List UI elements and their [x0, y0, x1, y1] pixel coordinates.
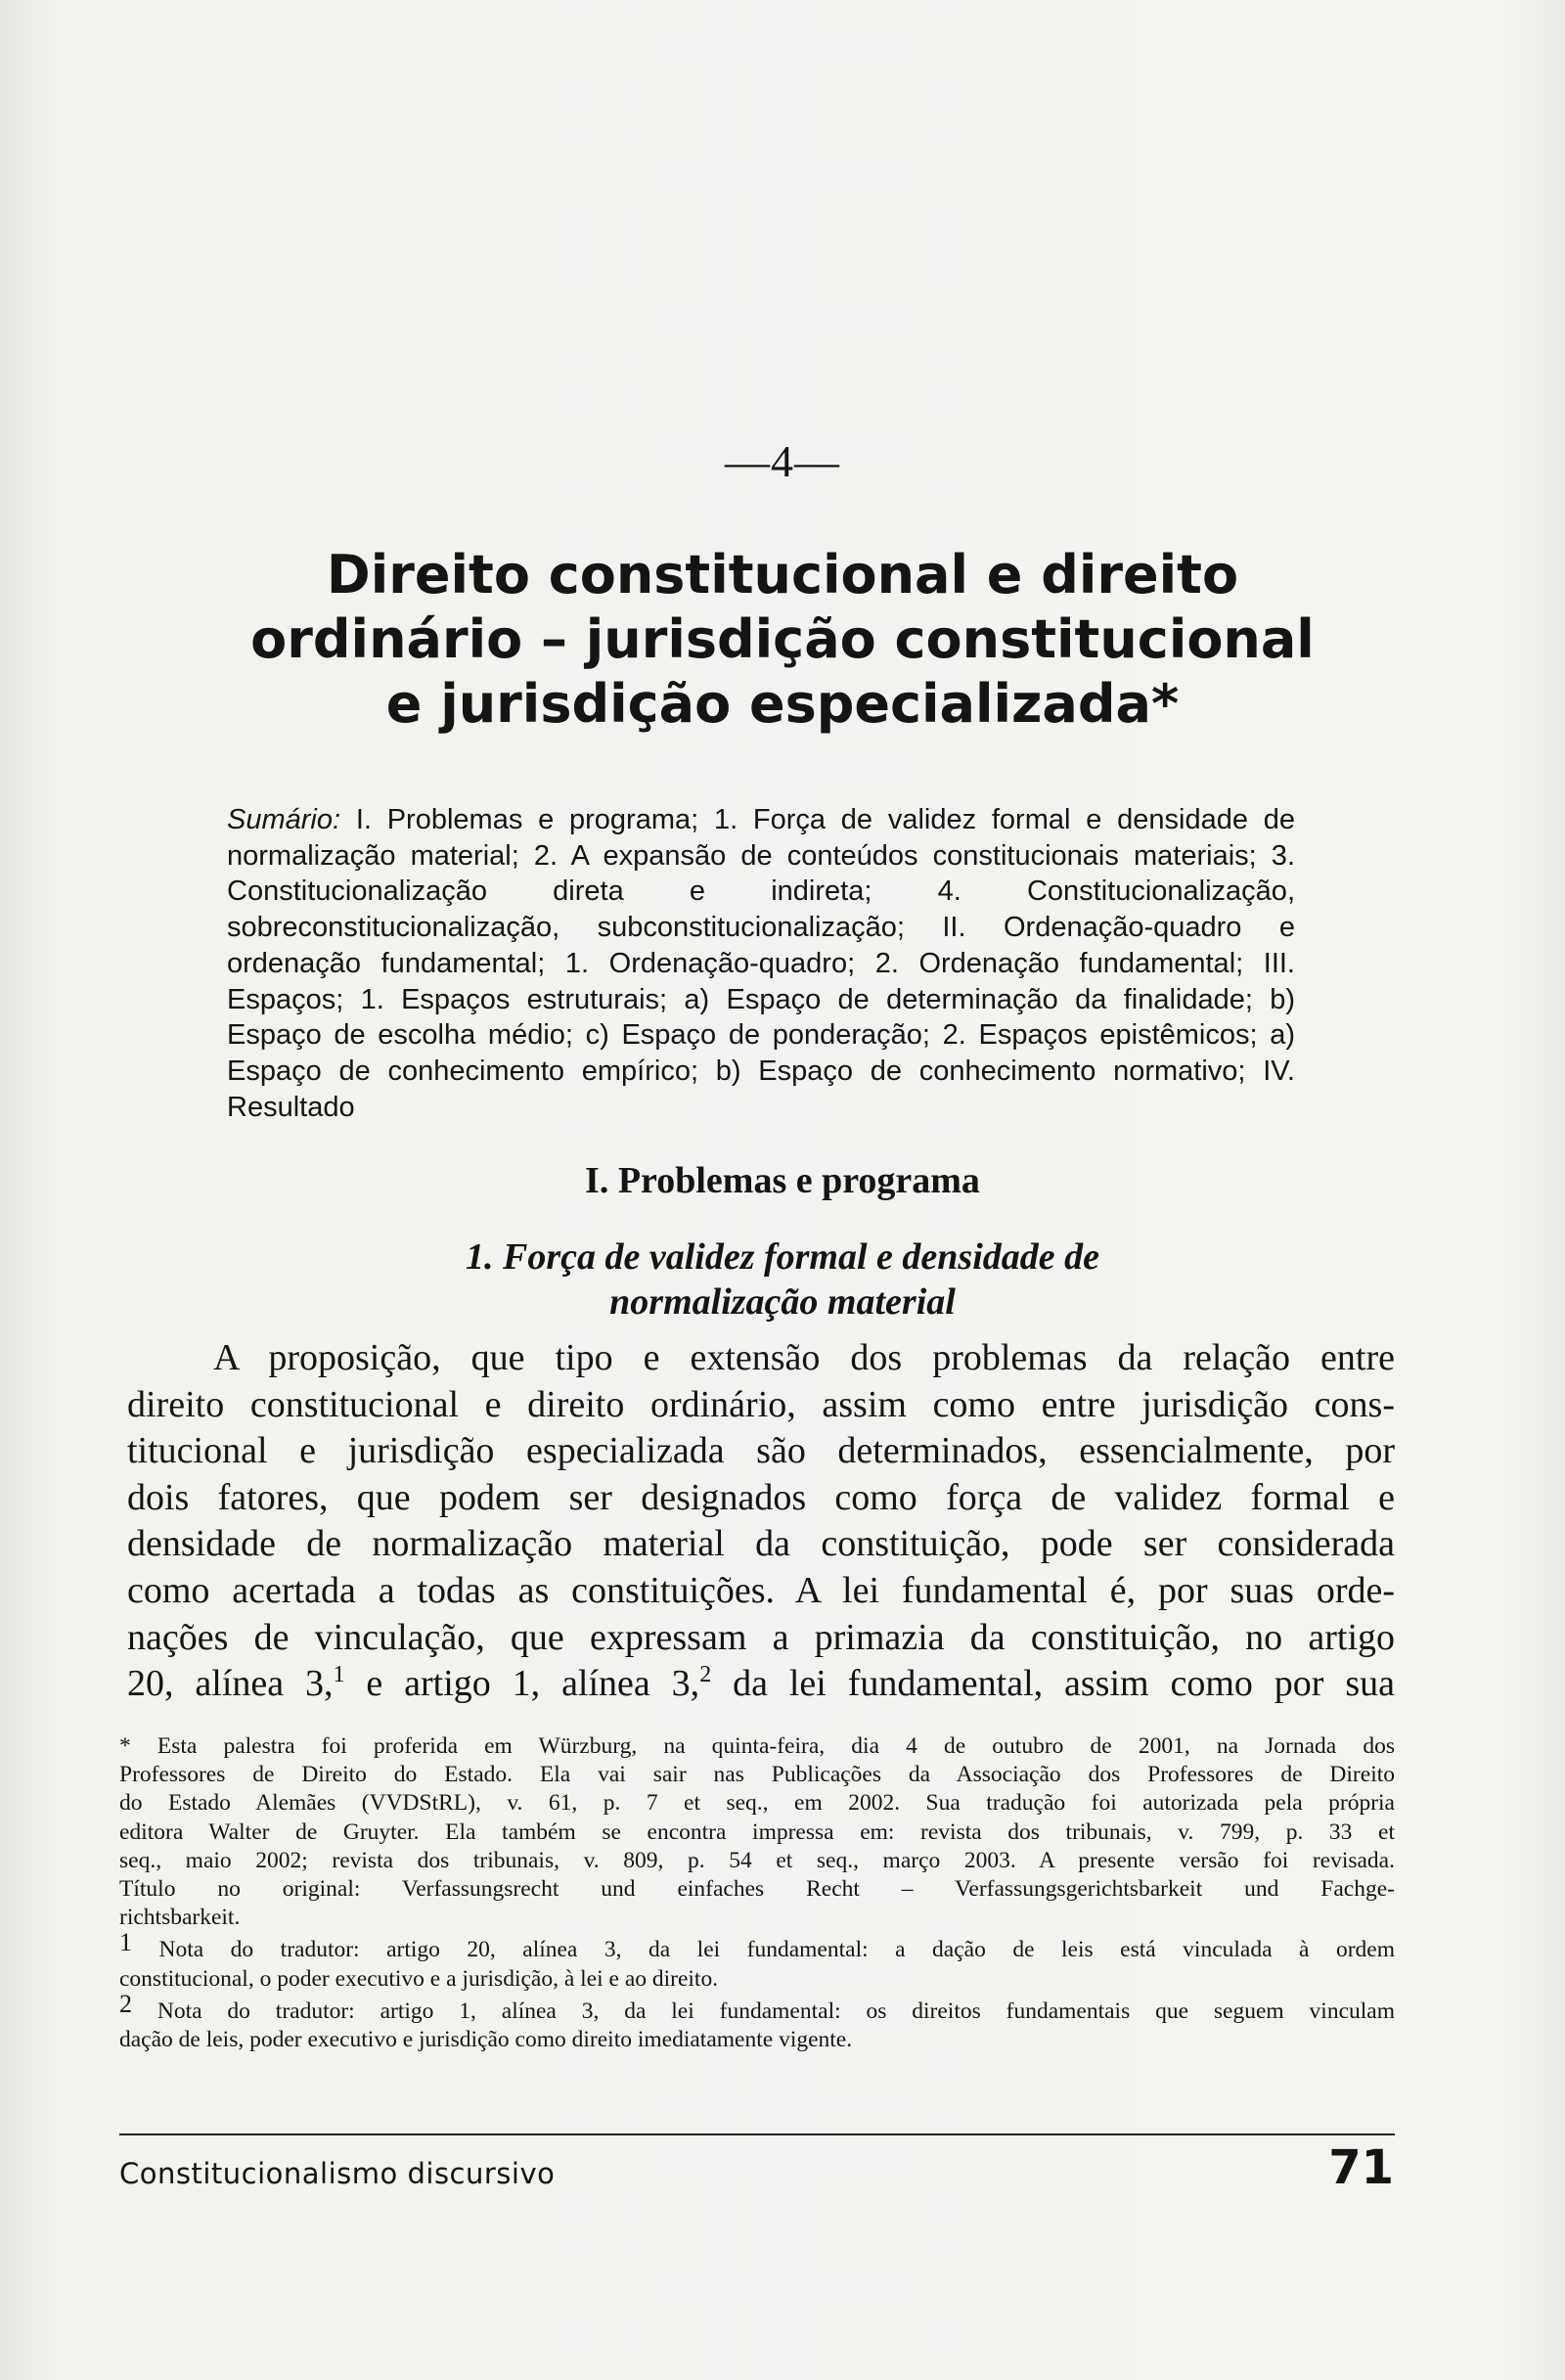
body-line: dois fatores, que podem ser designados como força de validez formal e	[127, 1476, 1395, 1518]
footnote-mark: *	[119, 1733, 131, 1759]
footnote-text: Nota do tradutor: artigo 1, alínea 3, da lei fundamental: os direitos fundamentais que seguem vinculam	[132, 1998, 1395, 2024]
footnote-line	[119, 1989, 1395, 2026]
chapter-title-line: e jurisdição especializada*	[385, 673, 1180, 735]
body-line: nações de vinculação, que expressam a primazia da constituição, no artigo	[127, 1616, 1395, 1658]
section-heading: I. Problemas e programa	[585, 1160, 980, 1201]
subsection-heading-line: 1. Força de validez formal e densidade de	[465, 1236, 1099, 1278]
footnote-line: editora Walter de Gruyter. Ela também se encontra impressa em: revista dos tribunais, v. 799, p. 33 et	[119, 1819, 1395, 1845]
running-footer-title: Constitucionalismo discursivo	[119, 2157, 556, 2190]
footer-divider	[119, 2133, 1395, 2135]
footnote-line	[119, 1928, 1395, 1964]
footnote-line: do Estado Alemães (VVDStRL), v. 61, p. 7 et seq., em 2002. Sua tradução foi autorizada pela própria	[119, 1790, 1395, 1817]
footnote-line: constitucional, o poder executivo e a jurisdição, à lei e ao direito.	[119, 1965, 719, 1992]
chapter-title-line: ordinário – jurisdição constitucional	[250, 608, 1315, 670]
chapter-number: —4—	[725, 436, 840, 486]
footnotes	[119, 1732, 1395, 2058]
body-line: A proposição, que tipo e extensão dos problemas da relação entre	[213, 1337, 1395, 1378]
footnote-line: richtsbarkeit.	[119, 1905, 241, 1931]
footnote-line: Título no original: Verfassungsrecht und einfaches Recht – Verfassungsgerichtsbarkeit und Fachge-	[119, 1876, 1395, 1903]
body-line: titucional e jurisdição especializada são determinados, essencialmente, por	[127, 1430, 1395, 1472]
summary-text: I. Problemas e programa; 1. Força de validez formal e densidade de normalização material; 2. A expansão de conteúdos constitucionais materiais; 3. Constitucionalização direta e indireta; 4. Constitucionalização, sobreconstitucionalização, subconstitucionalização; II. Ordenação-quadro e ordenação fundamental; 1. Ordenação-quadro; 2. Ordenação fundamental; III. Espaços; 1. Espaços estruturais; a) Espaço de determinação da finalidade; b) Espaço de escolha médio; c) Espaço de ponderação; 2. Espaços epistêmicos; a) Espaço de conhecimento empírico; b) Espaço de conhecimento normativo; IV. Resultado	[227, 804, 1295, 1123]
body-line-with-footnote-refs	[127, 1661, 1395, 1708]
chapter-title-line: Direito constitucional e direito	[326, 544, 1239, 606]
subsection-heading-line: normalização material	[609, 1281, 956, 1323]
footnote-line: dação de leis, poder executivo e jurisdição como direito imediatamente vigente.	[119, 2027, 853, 2053]
body-line: como acertada a todas as constituições. A lei fundamental é, por suas orde-	[127, 1569, 1395, 1611]
footnote-ref-2[interactable]: 2	[699, 1662, 712, 1688]
footnote-ref-1[interactable]: 1	[333, 1662, 345, 1688]
body-text-segment: da lei fundamental, assim como por sua	[711, 1663, 1395, 1705]
chapter-summary	[227, 802, 1295, 1125]
footnote-line	[119, 1732, 1395, 1761]
body-text-segment: 20, alínea 3,	[127, 1663, 334, 1705]
footnote-line: Professores de Direito do Estado. Ela vai sair nas Publicações da Associação dos Professores de Direito	[119, 1762, 1395, 1788]
body-text-segment: e artigo 1, alínea 3,	[344, 1663, 700, 1705]
body-paragraph	[127, 1335, 1395, 1708]
subsection-heading	[293, 1235, 1272, 1325]
footnote-star	[119, 1732, 1395, 1932]
body-line: densidade de normalização material da constituição, pode ser considerada	[127, 1523, 1395, 1565]
chapter-title	[176, 543, 1389, 737]
footnote-mark: 1	[119, 1928, 132, 1957]
footnote-1	[119, 1928, 1395, 1993]
footnote-line: seq., maio 2002; revista dos tribunais, v. 809, p. 54 et seq., março 2003. A presente versão foi revisada.	[119, 1847, 1395, 1873]
footnote-mark: 2	[119, 1989, 132, 2018]
footnote-text: Esta palestra foi proferida em Würzburg, na quinta-feira, dia 4 de outubro de 2001, na Jornada dos	[130, 1733, 1395, 1759]
footnote-2	[119, 1989, 1395, 2054]
page-number: 71	[1328, 2140, 1394, 2195]
body-line: direito constitucional e direito ordinário, assim como entre jurisdição cons-	[127, 1383, 1395, 1425]
summary-label: Sumário:	[227, 804, 341, 835]
footnote-text: Nota do tradutor: artigo 20, alínea 3, da lei fundamental: a dação de leis está vinculada à ordem	[132, 1937, 1395, 1963]
